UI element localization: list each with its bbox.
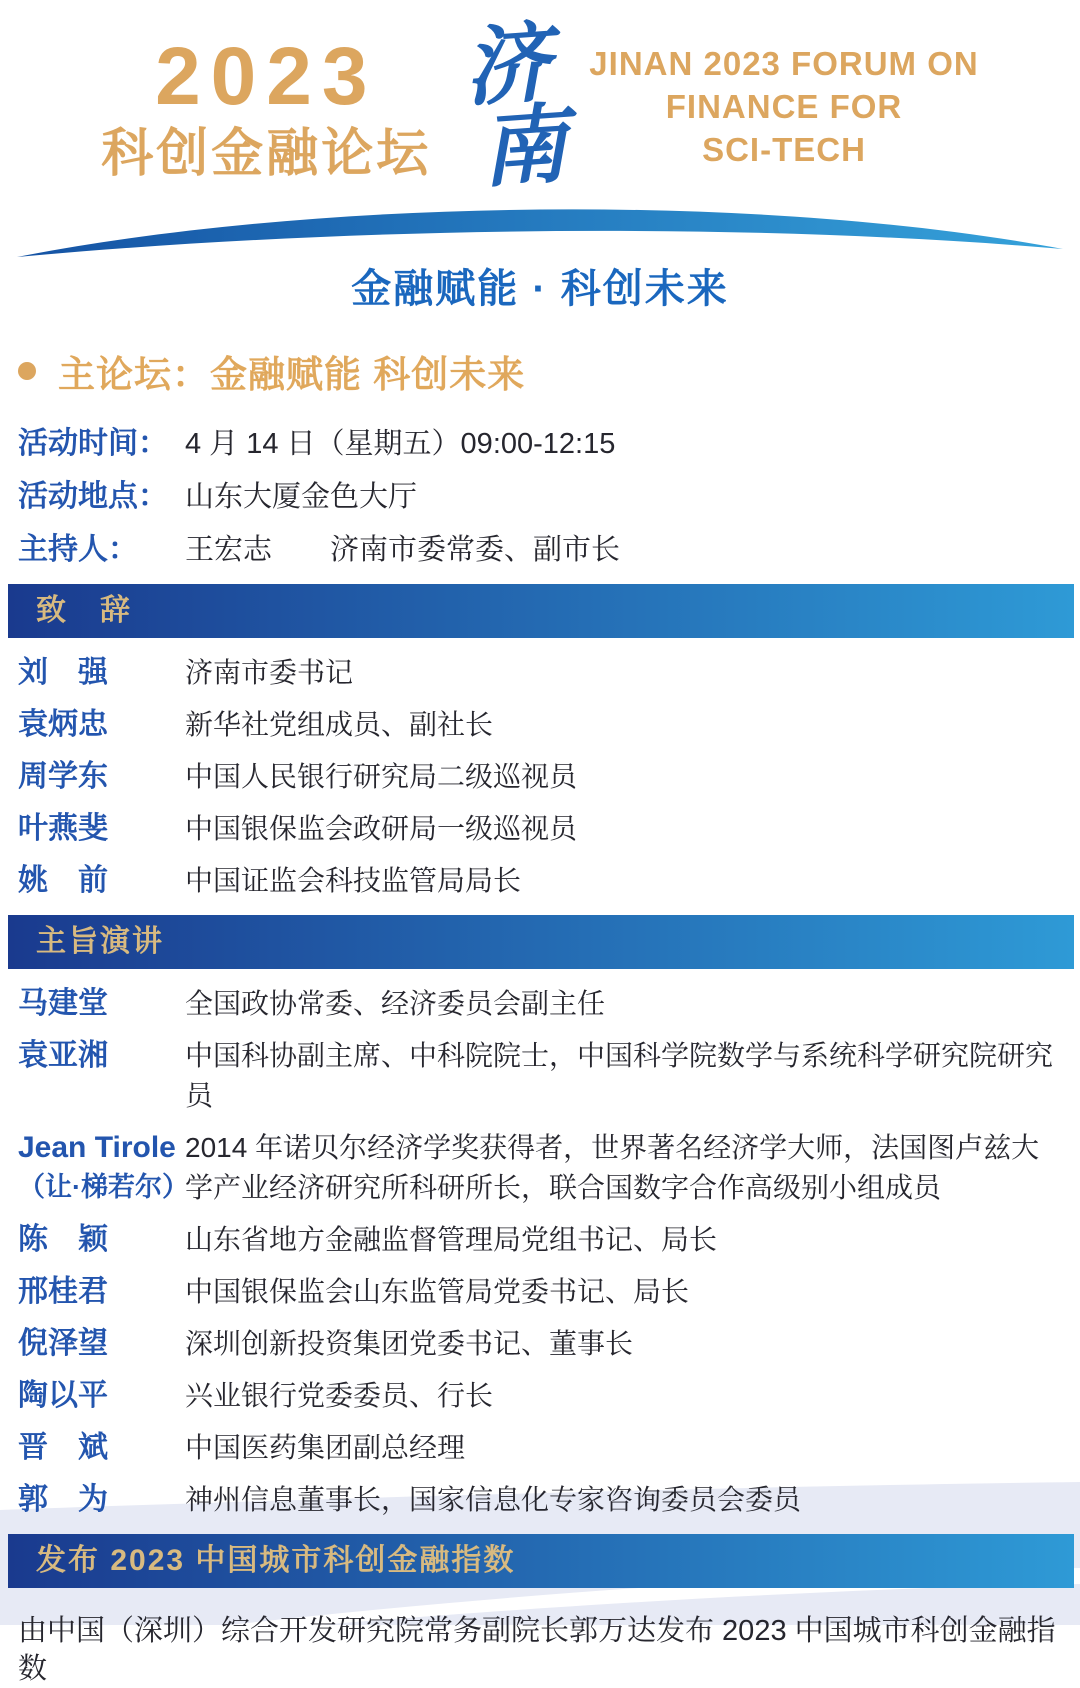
section-bar-zhici: 致 辞 [8, 584, 1074, 638]
footer-note: 由中国（深圳）综合开发研究院常务副院长郭万达发布 2023 中国城市科创金融指数 [18, 1615, 1056, 1686]
main-forum-heading-text: 主论坛：金融赋能 科创未来 [58, 354, 526, 396]
logo-chinese-block [101, 30, 432, 183]
info-value: 4 月 14 日（星期五）09:00-12:15 [185, 428, 616, 461]
speaker-row [18, 984, 1060, 1024]
info-row-venue [18, 477, 1060, 517]
section-bar-keynote: 主旨演讲 [8, 915, 1074, 969]
info-label: 主持人： [18, 533, 138, 567]
speaker-row [18, 653, 1060, 693]
speaker-title: 济南市委书记 [185, 657, 354, 689]
header-logo [0, 0, 1080, 198]
speaker-title: 中国银保监会山东监管局党委书记、局长 [185, 1276, 690, 1308]
speaker-title: 深圳创新投资集团党委书记、董事长 [185, 1328, 634, 1360]
speaker-name: 袁亚湘 [18, 1039, 108, 1073]
speaker-name: 姚 前 [18, 864, 108, 898]
logo-en-line3: SCI-TECH [702, 131, 866, 169]
speaker-title: 神州信息董事长，国家信息化专家咨询委员会委员 [185, 1484, 802, 1516]
tagline: 金融赋能 · 科创未来 [351, 267, 729, 312]
speaker-title: 中国科协副主席、中科院院士，中国科学院数学与系统科学研究院研究员 [185, 1040, 1054, 1112]
speaker-row [18, 1428, 1060, 1468]
speaker-title: 兴业银行党委委员、行长 [185, 1380, 494, 1412]
speaker-name: 晋 斌 [18, 1431, 108, 1465]
speaker-name-en: Jean Tirole [18, 1131, 176, 1165]
logo-english-block [589, 43, 978, 172]
logo-en-line1: JINAN 2023 FORUM ON [589, 45, 979, 83]
speaker-row [18, 1272, 1060, 1312]
speaker-title: 全国政协常委、经济委员会副主任 [185, 988, 606, 1020]
speaker-name-cn: （让·梯若尔） [18, 1172, 189, 1203]
speaker-row-jean-tirole [18, 1128, 1060, 1208]
speaker-row [18, 1036, 1060, 1116]
speaker-name: 陈 颖 [18, 1223, 108, 1257]
info-value: 山东大厦金色大厅 [185, 481, 418, 514]
speaker-name: 叶燕斐 [18, 812, 108, 846]
section-bar-index-release: 发布 2023 中国城市科创金融指数 [8, 1534, 1074, 1588]
speaker-title: 中国人民银行研究局二级巡视员 [185, 761, 578, 793]
speaker-title: 新华社党组成员、副社长 [185, 709, 494, 741]
calligraphy-char-bottom: 南 [477, 95, 571, 198]
speaker-title: 2014 年诺贝尔经济学奖获得者，世界著名经济学大师，法国图卢兹大学产业经济研究所科研所长，联合国数字合作高级别小组成员 [185, 1132, 1040, 1204]
speaker-name: 周学东 [18, 760, 108, 794]
speaker-row [18, 1220, 1060, 1260]
speaker-name: 邢桂君 [18, 1275, 108, 1309]
logo-title-cn: 科创金融论坛 [101, 124, 432, 183]
speaker-title: 山东省地方金融监督管理局党组书记、局长 [185, 1224, 718, 1256]
speaker-name: 郭 为 [18, 1483, 108, 1517]
speaker-row [18, 1480, 1060, 1520]
speaker-name: 马建堂 [18, 987, 108, 1021]
speaker-name: 陶以平 [18, 1379, 108, 1413]
swoosh-arc-icon [15, 193, 1065, 265]
speaker-name: 袁炳忠 [18, 708, 108, 742]
speaker-name: 倪泽望 [18, 1327, 108, 1361]
speaker-row [18, 1324, 1060, 1364]
agenda-content [0, 344, 1080, 1688]
info-row-host [18, 530, 1060, 570]
logo-year: 2023 [155, 30, 378, 122]
jinan-calligraphy-icon [440, 15, 581, 198]
speaker-name: 刘 强 [18, 656, 108, 690]
calligraphy-char-top: 济 [461, 15, 554, 117]
speaker-title: 中国医药集团副总经理 [185, 1432, 466, 1464]
info-label: 活动时间： [18, 427, 168, 461]
bullet-icon [18, 362, 36, 380]
info-label: 活动地点： [18, 480, 168, 514]
info-row-time [18, 424, 1060, 464]
speaker-title: 中国银保监会政研局一级巡视员 [185, 813, 578, 845]
main-forum-heading [18, 344, 1080, 398]
speaker-row [18, 757, 1060, 797]
logo-en-line2: FINANCE FOR [665, 88, 903, 126]
speaker-row [18, 1376, 1060, 1416]
speaker-row [18, 809, 1060, 849]
speaker-name [18, 1128, 189, 1208]
info-value: 王宏志 济南市委常委、副市长 [185, 534, 621, 567]
speaker-title: 中国证监会科技监管局局长 [185, 865, 522, 897]
speaker-row [18, 861, 1060, 901]
speaker-row [18, 705, 1060, 745]
